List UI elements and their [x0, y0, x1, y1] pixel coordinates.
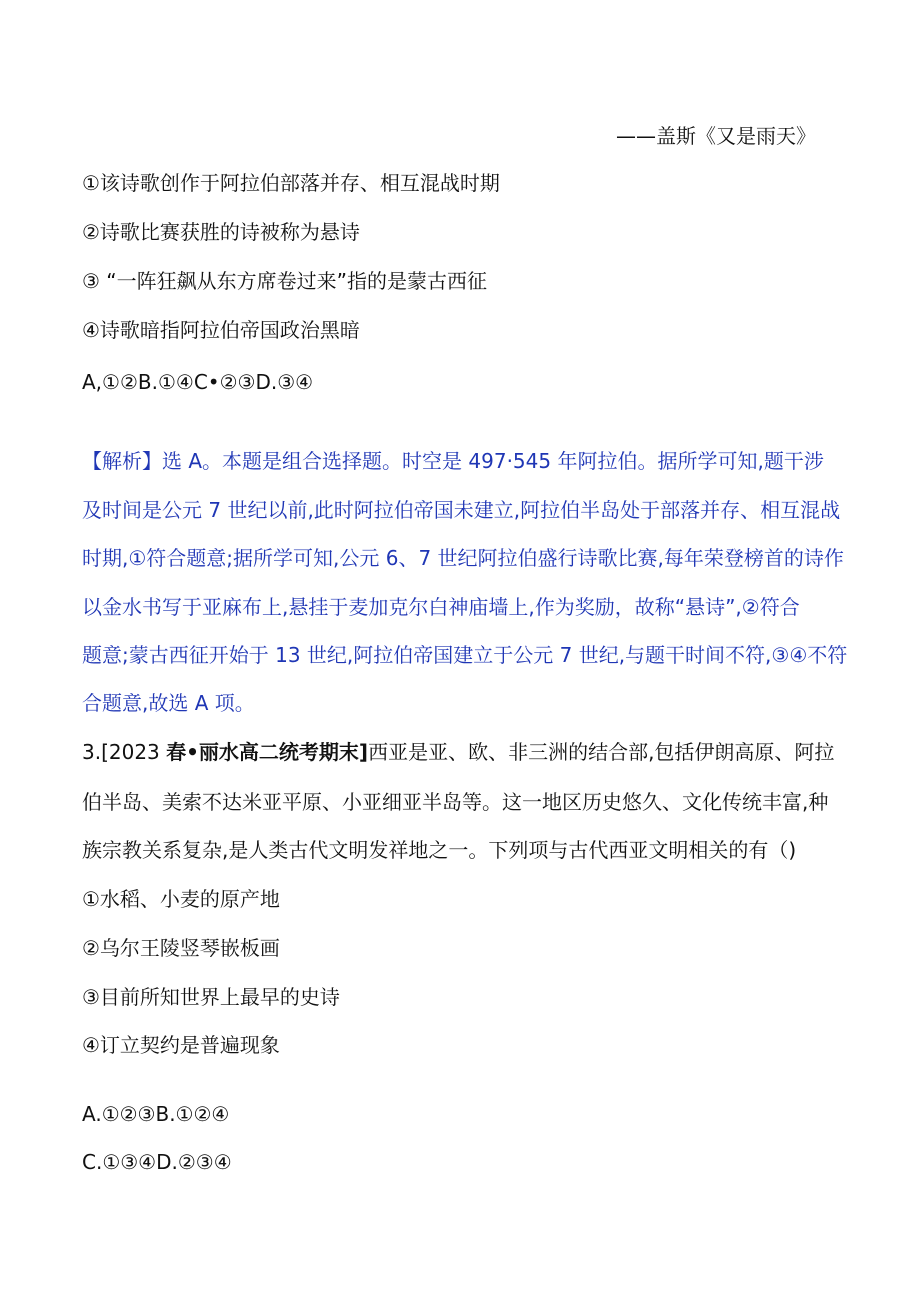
q3-stem-line: 伯半岛、美索不达米亚平原、小亚细亚半岛等。这一地区历史悠久、文化传统丰富,种	[82, 790, 829, 814]
analysis-line: 及时间是公元 7 世纪以前,此时阿拉伯帝国未建立,阿拉伯半岛处于部落并存、相互混战	[82, 498, 841, 522]
analysis-line: 题意;蒙古西征开始于 13 世纪,阿拉伯帝国建立于公元 7 世纪,与题干时间不符,③④不符	[82, 643, 848, 667]
q2-statement: ②诗歌比赛获胜的诗被称为悬诗	[82, 220, 360, 244]
q2-statement: ③ “一阵狂飙从东方席卷过来”指的是蒙古西征	[82, 269, 488, 293]
q3-statement: ①水稻、小麦的原产地	[82, 887, 280, 911]
q3-options: C.①③④D.②③④	[82, 1150, 232, 1174]
q3-statement: ②乌尔王陵竖琴嵌板画	[82, 936, 280, 960]
analysis-line: 【解析】选 A。本题是组合选择题。时空是 497·545 年阿拉伯。据所学可知,题干涉	[82, 449, 824, 473]
q3-number: 3.[2023	[82, 740, 167, 764]
analysis-line: 合题意,故选 A 项。	[82, 691, 255, 715]
q2-options: A,①②B.①④C•②③D.③④	[82, 370, 314, 394]
analysis-line: 时期,①符合题意;据所学可知,公元 6、7 世纪阿拉伯盛行诗歌比赛,每年荣登榜首的诗作	[82, 546, 844, 570]
q3-stem-first-line	[82, 738, 834, 766]
q3-stem-text: 西亚是亚、欧、非三洲的结合部,包括伊朗高原、阿拉	[368, 740, 835, 764]
analysis-line: 以金水书写于亚麻布上,悬挂于麦加克尔白神庙墙上,作为奖励，故称“悬诗”,②符合	[82, 595, 800, 619]
q2-attribution: ——盖斯《又是雨天》	[616, 124, 816, 148]
q3-options: A.①②③B.①②④	[82, 1102, 230, 1126]
q3-statement: ④订立契约是普遍现象	[82, 1033, 280, 1057]
q2-statement: ①该诗歌创作于阿拉伯部落并存、相互混战时期	[82, 171, 500, 195]
q3-source: 春•丽水高二统考期末]	[166, 740, 369, 764]
q3-statement: ③目前所知世界上最早的史诗	[82, 985, 340, 1009]
q3-stem-line: 族宗教关系复杂,是人类古代文明发祥地之一。下列项与古代西亚文明相关的有（)	[82, 838, 797, 862]
q2-statement: ④诗歌暗指阿拉伯帝国政治黑暗	[82, 318, 360, 342]
